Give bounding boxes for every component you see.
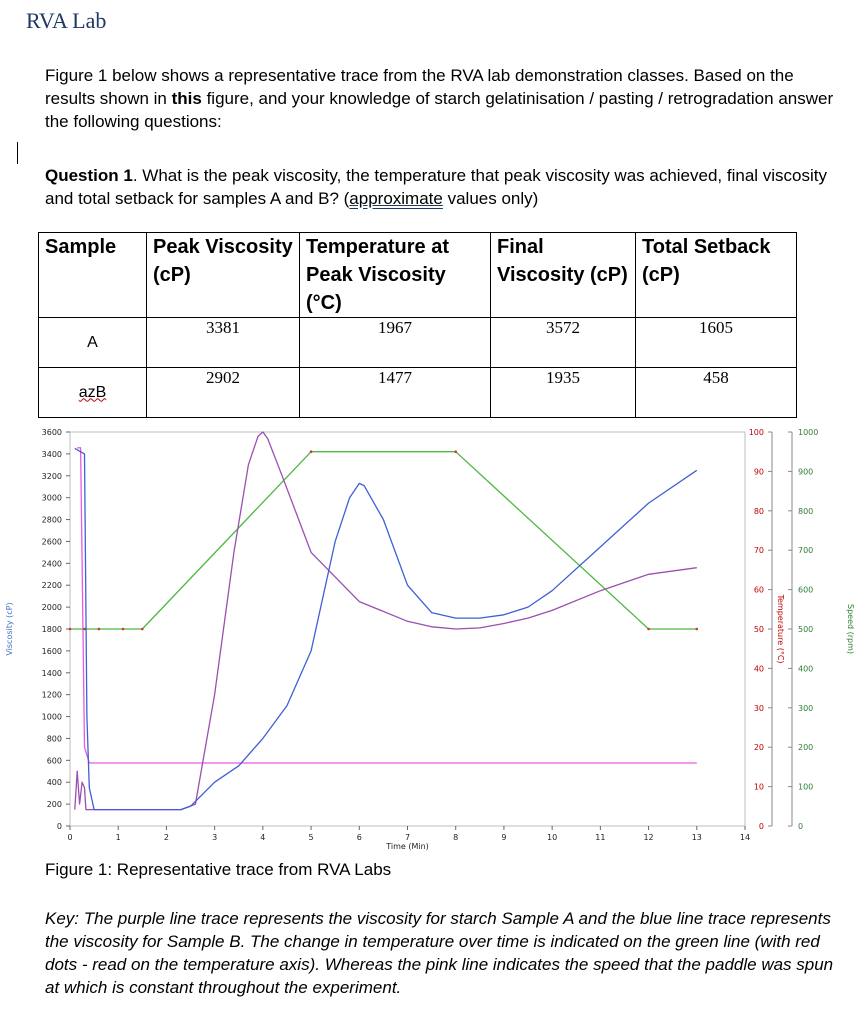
intro-text-end: figure, and your knowledge of starch gelatinisation / pasting / retrogradation answer the following questions: (45, 89, 834, 131)
y-tick-label: 1000 (41, 712, 62, 722)
intro-text-start: Figure 1 below shows a representative trace from the RVA lab demonstration classes. Based on the results shown in (45, 66, 794, 108)
question-end: values only) (442, 189, 539, 208)
y-tick-label: 2600 (41, 537, 62, 547)
speed-tick-label: 900 (798, 467, 814, 477)
cell-temp[interactable]: 1477 (300, 368, 491, 418)
y-axis-label-viscosity: Viscosity (cP) (5, 602, 14, 656)
temperature-tick-label: 0 (758, 822, 764, 831)
header-peak-viscosity: Peak Viscosity (cP) (147, 233, 300, 318)
intro-paragraph (45, 64, 835, 133)
temperature-tick-label: 90 (753, 467, 764, 477)
header-temperature: Temperature at Peak Viscosity (°C) (300, 233, 491, 318)
y-tick-label: 3400 (41, 449, 62, 459)
speed-tick-label: 100 (798, 782, 814, 792)
temperature-tick-label: 80 (753, 506, 764, 516)
temperature-tick-label: 10 (753, 782, 764, 792)
y-tick-label: 3000 (41, 493, 62, 503)
cell-temp[interactable]: 1967 (300, 318, 491, 368)
table-header-row (39, 233, 797, 318)
intro-emphasis: this (171, 89, 202, 108)
x-tick-label: 8 (453, 833, 459, 842)
y-tick-label: 200 (46, 800, 62, 810)
figure-caption: Figure 1: Representative trace from RVA Labs (45, 860, 392, 879)
temperature-point (647, 628, 650, 631)
x-tick-label: 7 (404, 833, 411, 842)
y-tick-label: 3200 (41, 471, 62, 481)
question-underlined-word: approximate (349, 189, 443, 208)
x-tick-label: 11 (595, 833, 606, 842)
temperature-tick-label: 30 (753, 703, 764, 713)
temperature-point (310, 450, 313, 453)
temperature-tick-label: 50 (753, 625, 764, 634)
table-row (39, 318, 797, 368)
sample-b-label: azB (78, 383, 107, 401)
header-final-viscosity: Final Viscosity (cP) (491, 233, 636, 318)
y-tick-label: 1400 (41, 668, 62, 678)
x-tick-label: 14 (739, 833, 751, 842)
x-tick-label: 13 (691, 833, 702, 842)
speed-tick-label: 500 (798, 625, 814, 634)
speed-axis-label: Speed (rpm) (846, 603, 855, 655)
temperature-tick-label: 100 (748, 428, 764, 437)
rva-chart (0, 418, 868, 858)
temperature-point (122, 628, 125, 631)
cell-final[interactable]: 3572 (491, 318, 636, 368)
y-tick-label: 1600 (41, 646, 62, 656)
temperature-tick-label: 20 (753, 743, 764, 753)
results-table (38, 232, 797, 418)
speed-tick-label: 1000 (798, 428, 819, 437)
page-title: RVA Lab (26, 8, 107, 33)
question-text: . What is the peak viscosity, the temperature that peak viscosity was achieved, final viscosity and total setback for samples A and B? ( (45, 166, 828, 208)
temperature-point (83, 628, 86, 631)
cell-setback[interactable]: 1605 (636, 318, 797, 368)
speed-tick-label: 600 (798, 585, 814, 595)
cell-sample[interactable] (39, 368, 147, 418)
temperature-point (69, 628, 72, 631)
x-tick-label: 12 (643, 833, 654, 842)
y-tick-label: 0 (56, 822, 62, 831)
speed-tick-label: 0 (798, 822, 804, 831)
temperature-axis-label: Temperature (°C) (776, 594, 785, 664)
header-total-setback: Total Setback (cP) (636, 233, 797, 318)
y-tick-label: 2400 (41, 559, 62, 569)
y-tick-label: 2800 (41, 515, 62, 525)
x-tick-label: 0 (67, 833, 73, 842)
y-tick-label: 800 (46, 734, 62, 744)
x-tick-label: 3 (212, 833, 218, 842)
y-tick-label: 1200 (41, 690, 62, 700)
speed-tick-label: 400 (798, 664, 814, 674)
temperature-point (98, 628, 101, 631)
temperature-tick-label: 70 (753, 546, 764, 556)
temperature-point (141, 628, 144, 631)
y-tick-label: 3600 (41, 428, 62, 437)
plot-area (70, 432, 745, 826)
cell-sample[interactable]: A (39, 318, 147, 368)
x-tick-label: 9 (501, 833, 507, 842)
x-tick-label: 10 (547, 833, 558, 842)
text-cursor (17, 142, 18, 164)
y-tick-label: 1800 (41, 625, 62, 634)
temperature-point (695, 628, 698, 631)
speed-tick-label: 800 (798, 506, 814, 516)
temperature-tick-label: 60 (753, 585, 764, 595)
cell-setback[interactable]: 458 (636, 368, 797, 418)
y-tick-label: 600 (46, 756, 62, 766)
cell-peak[interactable]: 3381 (147, 318, 300, 368)
cell-peak[interactable]: 2902 (147, 368, 300, 418)
y-tick-label: 2000 (41, 603, 62, 613)
temperature-tick-label: 40 (753, 664, 764, 674)
y-tick-label: 2200 (41, 581, 62, 591)
temperature-point (454, 450, 457, 453)
speed-tick-label: 300 (798, 703, 814, 713)
question-1 (45, 164, 835, 210)
x-tick-label: 6 (356, 833, 362, 842)
x-tick-label: 2 (163, 833, 169, 842)
cell-final[interactable]: 1935 (491, 368, 636, 418)
speed-tick-label: 700 (798, 546, 814, 556)
question-label: Question 1 (45, 166, 133, 185)
x-tick-label: 1 (115, 833, 121, 842)
x-axis-label: Time (Min) (386, 842, 429, 851)
x-tick-label: 5 (308, 833, 314, 842)
y-tick-label: 400 (46, 778, 62, 788)
header-sample: Sample (39, 233, 147, 318)
figure-key: Key: The purple line trace represents the viscosity for starch Sample A and the blue line trace represents the viscosity for Sample B. The change in temperature over time is indicated on the green line (with red dots - read on the temperature axis). Whereas the pink line indicates the speed that the paddle was spun at which is constant throughout the experiment. (45, 909, 834, 997)
x-tick-label: 4 (260, 833, 266, 842)
speed-tick-label: 200 (798, 743, 814, 753)
table-row (39, 368, 797, 418)
